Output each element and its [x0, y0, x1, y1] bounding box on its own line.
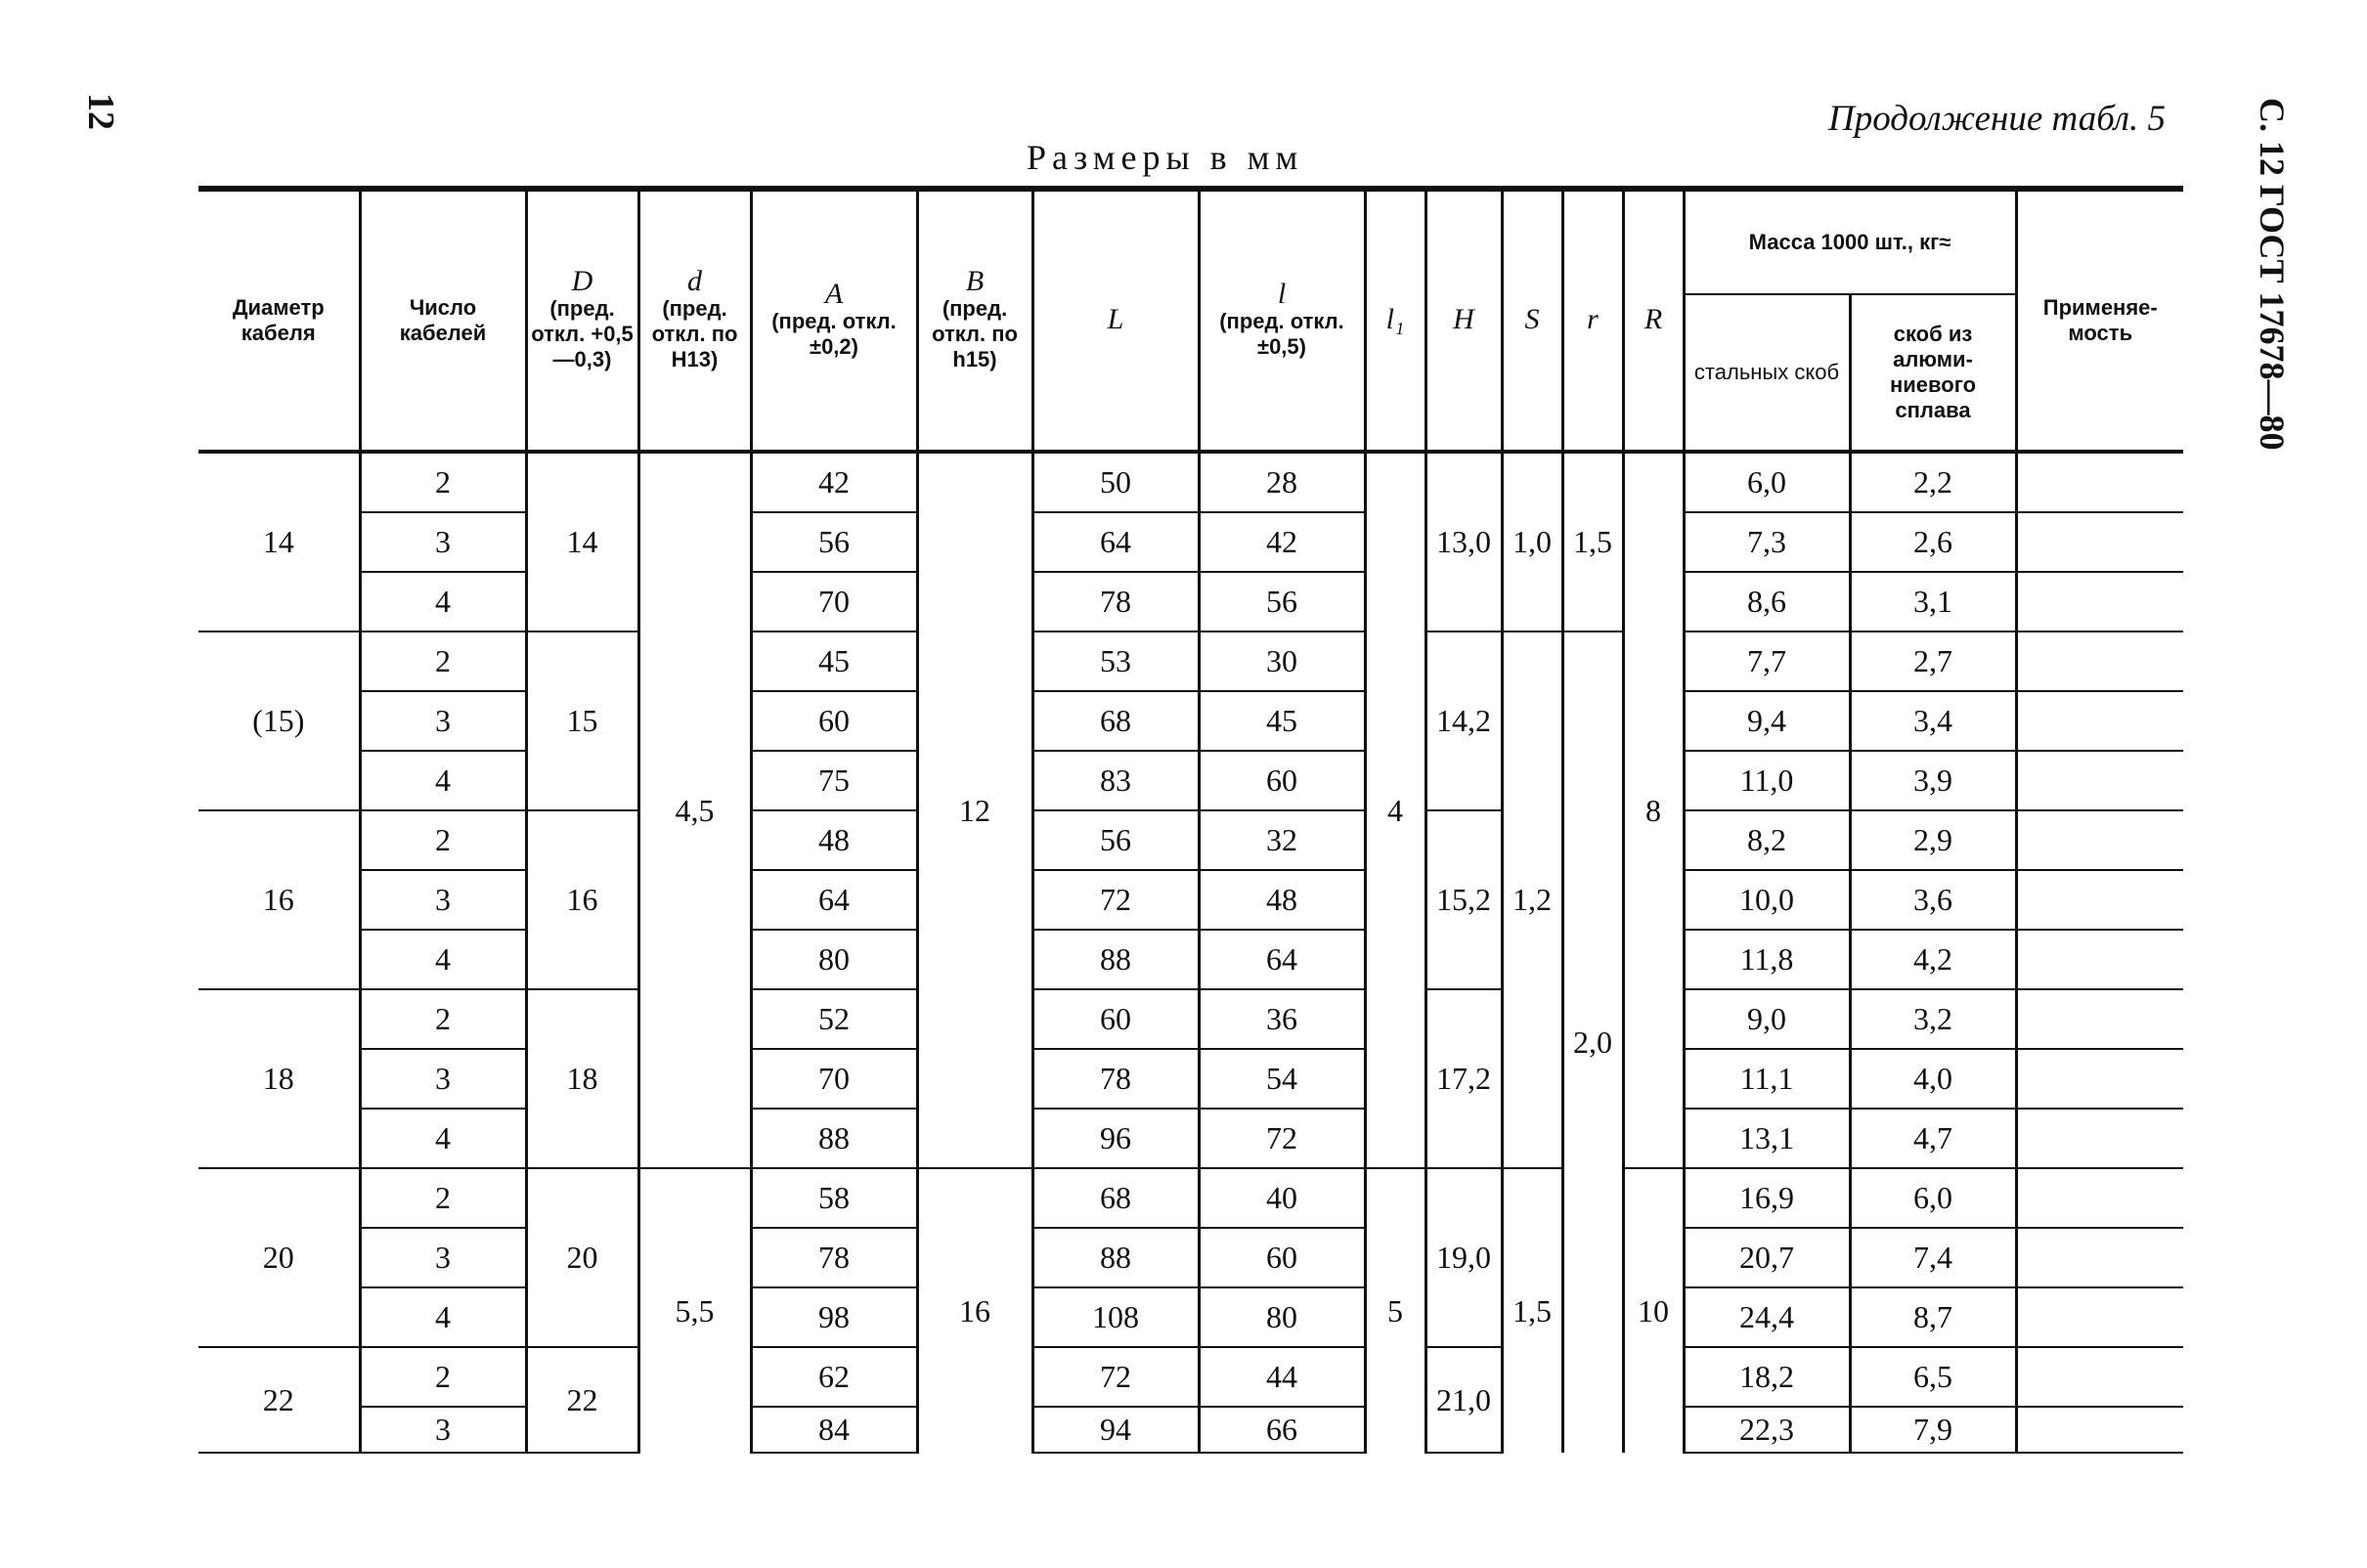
- cell-diameter: 20: [198, 1168, 360, 1347]
- cell-count: 4: [360, 751, 526, 810]
- cell-H: 13,0: [1425, 452, 1502, 632]
- cell-mass-steel: 7,7: [1684, 632, 1850, 691]
- header-D: [526, 189, 638, 452]
- cell-L: 96: [1032, 1109, 1199, 1168]
- cell-count: 2: [360, 1168, 526, 1228]
- cell-diameter: 16: [198, 810, 360, 989]
- cell-D: 15: [526, 632, 638, 810]
- cell-count: 2: [360, 989, 526, 1049]
- header-mass: Масса 1000 шт., кг≈: [1684, 189, 2016, 294]
- cell-mass-aluminium: 2,7: [1850, 632, 2016, 691]
- cell-diameter: (15): [198, 632, 360, 810]
- cell-L: 83: [1032, 751, 1199, 810]
- cell-applicability: [2016, 751, 2183, 810]
- header-B: [917, 189, 1032, 452]
- dimensions-table: [198, 186, 2183, 1454]
- header-r-symbol: r: [1587, 303, 1599, 335]
- cell-r: 1,5: [1562, 452, 1623, 632]
- cell-mass-steel: 11,0: [1684, 751, 1850, 810]
- cell-H: 14,2: [1425, 632, 1502, 810]
- table-row: [198, 1407, 2183, 1453]
- cell-S: 1,5: [1502, 1168, 1562, 1453]
- cell-mass-aluminium: 3,1: [1850, 572, 2016, 632]
- cell-mass-steel: 8,2: [1684, 810, 1850, 870]
- cell-applicability: [2016, 691, 2183, 751]
- table-row: [198, 1228, 2183, 1287]
- cell-applicability: [2016, 1228, 2183, 1287]
- cell-A: 64: [751, 870, 917, 930]
- table-row: [198, 1347, 2183, 1407]
- cell-applicability: [2016, 930, 2183, 989]
- cell-l: 54: [1199, 1049, 1365, 1109]
- table-row: [198, 870, 2183, 930]
- table-row: [198, 1109, 2183, 1168]
- cell-B: 12: [917, 452, 1032, 1168]
- cell-A: 88: [751, 1109, 917, 1168]
- cell-mass-steel: 11,8: [1684, 930, 1850, 989]
- cell-l: 42: [1199, 512, 1365, 572]
- cell-mass-steel: 11,1: [1684, 1049, 1850, 1109]
- header-D-symbol: D: [571, 265, 593, 297]
- cell-mass-steel: 7,3: [1684, 512, 1850, 572]
- table-row: [198, 989, 2183, 1049]
- cell-count: 3: [360, 1228, 526, 1287]
- cell-mass-steel: 9,0: [1684, 989, 1850, 1049]
- cell-applicability: [2016, 810, 2183, 870]
- cell-mass-steel: 16,9: [1684, 1168, 1850, 1228]
- cell-L: 108: [1032, 1287, 1199, 1347]
- cell-A: 48: [751, 810, 917, 870]
- cell-applicability: [2016, 1109, 2183, 1168]
- cell-A: 78: [751, 1228, 917, 1287]
- cell-L: 72: [1032, 870, 1199, 930]
- cell-L: 68: [1032, 1168, 1199, 1228]
- cell-H: 19,0: [1425, 1168, 1502, 1347]
- table-row: [198, 1049, 2183, 1109]
- cell-l: 36: [1199, 989, 1365, 1049]
- cell-mass-aluminium: 3,6: [1850, 870, 2016, 930]
- cell-mass-aluminium: 2,2: [1850, 452, 2016, 512]
- cell-A: 84: [751, 1407, 917, 1453]
- table-continuation-caption: Продолжение табл. 5: [1828, 99, 2167, 139]
- cell-count: 3: [360, 1049, 526, 1109]
- table-row: [198, 1168, 2183, 1228]
- table-body: [198, 452, 2183, 1453]
- cell-H: 15,2: [1425, 810, 1502, 989]
- header-S-symbol: S: [1524, 303, 1540, 335]
- cell-S: 1,2: [1502, 632, 1562, 1168]
- table-row: [198, 691, 2183, 751]
- cell-A: 45: [751, 632, 917, 691]
- header-H: [1425, 189, 1502, 452]
- cell-mass-aluminium: 7,9: [1850, 1407, 2016, 1453]
- cell-count: 4: [360, 1287, 526, 1347]
- cell-l: 45: [1199, 691, 1365, 751]
- header-l1-symbol: l₁: [1385, 303, 1405, 335]
- cell-L: 56: [1032, 810, 1199, 870]
- cell-D: 18: [526, 989, 638, 1168]
- header-d-symbol: d: [687, 265, 702, 297]
- header-H-symbol: H: [1453, 303, 1474, 335]
- units-caption: Размеры в мм: [1027, 138, 1304, 177]
- cell-mass-steel: 24,4: [1684, 1287, 1850, 1347]
- cell-mass-aluminium: 3,4: [1850, 691, 2016, 751]
- cell-count: 4: [360, 572, 526, 632]
- cell-mass-steel: 6,0: [1684, 452, 1850, 512]
- cell-L: 78: [1032, 1049, 1199, 1109]
- cell-mass-steel: 13,1: [1684, 1109, 1850, 1168]
- header-mass-aluminium: скоб из алюми-ниевого сплава: [1850, 294, 2016, 452]
- header-L: [1032, 189, 1199, 452]
- cell-applicability: [2016, 1287, 2183, 1347]
- dimensions-table-wrapper: [198, 186, 2183, 1454]
- cell-A: 42: [751, 452, 917, 512]
- cell-l: 40: [1199, 1168, 1365, 1228]
- header-l-note: (пред. откл. ±0,5): [1219, 309, 1344, 359]
- header-l: [1199, 189, 1365, 452]
- header-B-symbol: B: [965, 265, 985, 297]
- header-R: [1623, 189, 1684, 452]
- cell-applicability: [2016, 512, 2183, 572]
- page-number: 12: [80, 93, 121, 130]
- cell-diameter: 18: [198, 989, 360, 1168]
- cell-H: 21,0: [1425, 1347, 1502, 1453]
- cell-S: 1,0: [1502, 452, 1562, 632]
- cell-l: 64: [1199, 930, 1365, 989]
- cell-applicability: [2016, 870, 2183, 930]
- cell-l: 44: [1199, 1347, 1365, 1407]
- cell-l: 66: [1199, 1407, 1365, 1453]
- cell-A: 80: [751, 930, 917, 989]
- cell-l: 72: [1199, 1109, 1365, 1168]
- cell-H: 17,2: [1425, 989, 1502, 1168]
- header-B-note: (пред. откл. по h15): [932, 296, 1018, 371]
- cell-L: 50: [1032, 452, 1199, 512]
- cell-count: 4: [360, 1109, 526, 1168]
- cell-L: 64: [1032, 512, 1199, 572]
- cell-A: 60: [751, 691, 917, 751]
- cell-applicability: [2016, 1407, 2183, 1453]
- cell-count: 2: [360, 632, 526, 691]
- header-d: [638, 189, 751, 452]
- cell-mass-aluminium: 4,7: [1850, 1109, 2016, 1168]
- header-count: Число кабелей: [360, 189, 526, 452]
- header-r: [1562, 189, 1623, 452]
- header-mass-steel: стальных скоб: [1684, 294, 1850, 452]
- cell-A: 58: [751, 1168, 917, 1228]
- header-l-symbol: l: [1277, 278, 1287, 310]
- header-S: [1502, 189, 1562, 452]
- cell-l: 32: [1199, 810, 1365, 870]
- cell-l: 28: [1199, 452, 1365, 512]
- cell-applicability: [2016, 1347, 2183, 1407]
- cell-l: 30: [1199, 632, 1365, 691]
- cell-A: 52: [751, 989, 917, 1049]
- cell-mass-steel: 20,7: [1684, 1228, 1850, 1287]
- cell-A: 62: [751, 1347, 917, 1407]
- cell-R: 10: [1623, 1168, 1684, 1453]
- standard-code: С. 12 ГОСТ 17678—80: [2253, 98, 2292, 451]
- table-row: [198, 810, 2183, 870]
- header-L-symbol: L: [1107, 303, 1124, 335]
- cell-applicability: [2016, 452, 2183, 512]
- table-header: [198, 189, 2183, 452]
- cell-mass-steel: 22,3: [1684, 1407, 1850, 1453]
- cell-diameter: 22: [198, 1347, 360, 1453]
- cell-D: 20: [526, 1168, 638, 1347]
- header-R-symbol: R: [1644, 303, 1663, 335]
- cell-applicability: [2016, 632, 2183, 691]
- cell-mass-aluminium: 3,9: [1850, 751, 2016, 810]
- cell-A: 98: [751, 1287, 917, 1347]
- cell-count: 3: [360, 1407, 526, 1453]
- cell-mass-aluminium: 3,2: [1850, 989, 2016, 1049]
- cell-L: 88: [1032, 1228, 1199, 1287]
- cell-applicability: [2016, 572, 2183, 632]
- cell-L: 88: [1032, 930, 1199, 989]
- cell-applicability: [2016, 1049, 2183, 1109]
- cell-L: 72: [1032, 1347, 1199, 1407]
- cell-count: 2: [360, 452, 526, 512]
- cell-mass-aluminium: 8,7: [1850, 1287, 2016, 1347]
- cell-D: 14: [526, 452, 638, 632]
- cell-mass-steel: 9,4: [1684, 691, 1850, 751]
- cell-r: 2,0: [1562, 632, 1623, 1453]
- cell-mass-aluminium: 2,9: [1850, 810, 2016, 870]
- cell-D: 16: [526, 810, 638, 989]
- cell-mass-aluminium: 2,6: [1850, 512, 2016, 572]
- cell-L: 60: [1032, 989, 1199, 1049]
- cell-count: 2: [360, 1347, 526, 1407]
- cell-count: 2: [360, 810, 526, 870]
- cell-mass-aluminium: 4,2: [1850, 930, 2016, 989]
- cell-l1: 4: [1365, 452, 1425, 1168]
- cell-l: 56: [1199, 572, 1365, 632]
- table-row: [198, 632, 2183, 691]
- table-row: [198, 930, 2183, 989]
- cell-count: 3: [360, 512, 526, 572]
- cell-R: 8: [1623, 452, 1684, 1168]
- header-D-note: (пред. откл. +0,5 —0,3): [531, 296, 634, 371]
- cell-mass-aluminium: 4,0: [1850, 1049, 2016, 1109]
- header-applicability: Применяе-мость: [2016, 189, 2183, 452]
- cell-l: 80: [1199, 1287, 1365, 1347]
- cell-B: 16: [917, 1168, 1032, 1453]
- cell-l: 48: [1199, 870, 1365, 930]
- cell-count: 3: [360, 870, 526, 930]
- cell-mass-steel: 10,0: [1684, 870, 1850, 930]
- cell-D: 22: [526, 1347, 638, 1453]
- cell-d: 4,5: [638, 452, 751, 1168]
- table-row: [198, 1287, 2183, 1347]
- cell-mass-aluminium: 6,5: [1850, 1347, 2016, 1407]
- cell-mass-aluminium: 7,4: [1850, 1228, 2016, 1287]
- cell-A: 70: [751, 572, 917, 632]
- header-d-note: (пред. откл. по H13): [651, 296, 738, 371]
- table-row: [198, 452, 2183, 512]
- cell-A: 56: [751, 512, 917, 572]
- cell-mass-steel: 8,6: [1684, 572, 1850, 632]
- cell-l: 60: [1199, 1228, 1365, 1287]
- cell-applicability: [2016, 1168, 2183, 1228]
- header-l1: [1365, 189, 1425, 452]
- cell-A: 75: [751, 751, 917, 810]
- cell-d: 5,5: [638, 1168, 751, 1453]
- header-A-symbol: A: [824, 278, 844, 310]
- cell-l: 60: [1199, 751, 1365, 810]
- header-diameter: Диаметр кабеля: [198, 189, 360, 452]
- cell-L: 53: [1032, 632, 1199, 691]
- header-A-note: (пред. откл. ±0,2): [771, 309, 897, 359]
- cell-A: 70: [751, 1049, 917, 1109]
- table-row: [198, 751, 2183, 810]
- cell-count: 3: [360, 691, 526, 751]
- table-row: [198, 572, 2183, 632]
- cell-L: 78: [1032, 572, 1199, 632]
- cell-l1: 5: [1365, 1168, 1425, 1453]
- table-row: [198, 512, 2183, 572]
- cell-count: 4: [360, 930, 526, 989]
- cell-mass-steel: 18,2: [1684, 1347, 1850, 1407]
- cell-L: 68: [1032, 691, 1199, 751]
- cell-applicability: [2016, 989, 2183, 1049]
- cell-diameter: 14: [198, 452, 360, 632]
- cell-L: 94: [1032, 1407, 1199, 1453]
- header-A: [751, 189, 917, 452]
- cell-mass-aluminium: 6,0: [1850, 1168, 2016, 1228]
